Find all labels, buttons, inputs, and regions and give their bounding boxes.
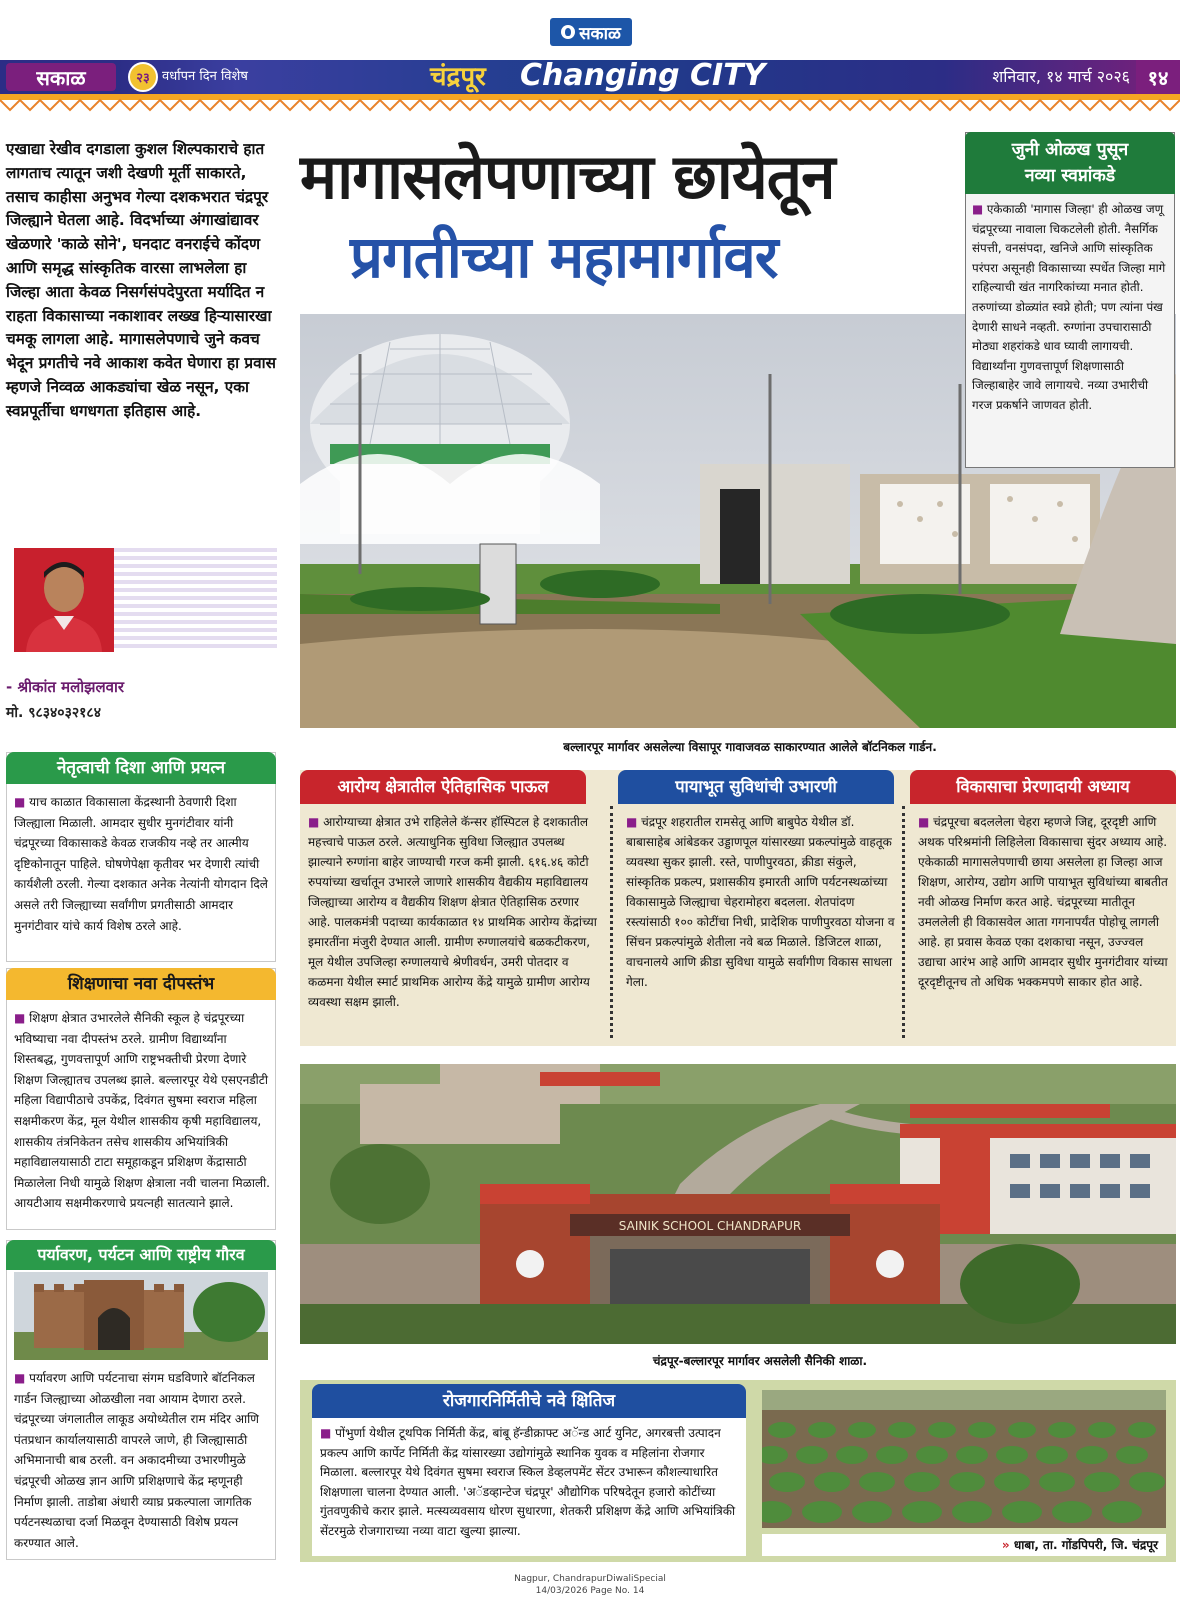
- health-section-body: आरोग्याच्या क्षेत्रात उभे राहिलेले कॅन्सर हॉस्पिटल हे दशकातील महत्त्वाचे पाऊल ठरले. अत्याधुनिक सुविधा जिल्ह्यात उपलब्ध झाल्याने रुग्णांना बाहेर जाण्याची गरज कमी झाली. ६१६.४६ कोटी रुपयांच्या खर्चातून उभारले जाणारे शासकीय वैद्यकीय महाविद्यालय जिल्ह्याच्या आरोग्य व वैद्यकीय शिक्षण क्षेत्रात ऐतिहासिक ठरणार आहे. पालकमंत्री पदाच्या कार्यकाळात १४ प्राथमिक आरोग्य केंद्रांच्या इमारतींना मंजुरी देण्यात आली. ग्रामीण रुग्णालयांचे बळकटीकरण, मूल येथील उपजिल्हा रुग्णालयाचे श्रेणीवर्धन, उमरी पोतदार व कळमना येथील स्मार्ट प्राथमिक आरोग्य केंद्रे यामुळे ग्रामीण आरोग्य व्यवस्था सक्षम झाली.: [308, 815, 597, 1009]
- sidebox-title: [965, 132, 1175, 194]
- anniversary-badge: २३: [128, 62, 158, 92]
- infrastructure-section-text: [626, 812, 896, 992]
- page-number: १४: [1136, 60, 1180, 94]
- bullet-icon: ■: [14, 1371, 26, 1385]
- column-divider: [902, 806, 905, 1038]
- author-phone: मो. ९८३४०३२१८४: [6, 705, 101, 721]
- masthead-city-english: Changing CITY: [520, 58, 766, 93]
- author-portrait-icon: [14, 548, 114, 652]
- anniversary-special-label: वर्धापन दिन विशेष: [162, 69, 248, 84]
- author-decorative-stripes: [112, 548, 277, 652]
- sainik-school-caption: चंद्रपूर-बल्लारपूर मार्गावर असलेली सैनिकी शाळा.: [652, 1354, 868, 1368]
- bullet-icon: ■: [320, 1426, 332, 1440]
- masthead-logo: सकाळ: [6, 63, 116, 91]
- masthead-date: शनिवार, १४ मार्च २०२६: [992, 67, 1130, 86]
- double-chevron-right-icon: »: [1001, 1538, 1010, 1552]
- inspiration-section-text: [918, 812, 1174, 992]
- masthead-zigzag-border: [0, 94, 1180, 112]
- employment-section-text: [320, 1424, 740, 1542]
- infrastructure-section-body: चंद्रपूर शहरातील रामसेतू आणि बाबुपेठ येथील डॉ. बाबासाहेब आंबेडकर उड्डाणपूल यांसारख्या प्रकल्पांमुळे वाहतूक व्यवस्था सुकर झाली. रस्ते, पाणीपुरवठा, क्रीडा संकुले, सांस्कृतिक प्रकल्प, प्रशासकीय इमारती आणि पर्यटनस्थळांच्या विकासामुळे जिल्ह्याचा चेहरामोहरा बदलला. शेतपांदण रस्त्यांसाठी १०० कोटींचा निधी, प्रादेशिक पाणीपुरवठा योजना व सिंचन प्रकल्पांमुळे शेतीला नवे बळ मिळाले. डिजिटल शाळा, वाचनालये आणि क्रीडा सुविधा यामुळे सर्वांगीण विकास साधला गेला.: [626, 815, 895, 989]
- education-section-body: शिक्षण क्षेत्रात उभारलेले सैनिकी स्कूल हे चंद्रपूरच्या भविष्याचा नवा दीपस्तंभ ठरले. ग्रामीण विद्यार्थ्यांना शिस्तबद्ध, गुणवत्तापूर्ण आणि राष्ट्रभक्तीची प्रेरणा देणारे शिक्षण जिल्ह्यातच उपलब्ध झाले. बल्लारपूर येथे एसएनडीटी महिला विद्यापीठाचे उपकेंद्र, दिवंगत सुषमा स्वराज महिला सक्षमीकरण केंद्र, मूल येथील शासकीय कृषी महाविद्यालय, शासकीय तंत्रनिकेतन तसेच शासकीय अभियांत्रिकी महाविद्यालयासाठी टाटा समूहाकडून प्रशिक्षण केंद्रासाठी मिळालेला निधी यामुळे शिक्षण क्षेत्राला नवी चालना मिळाली. आयटीआय सक्षमीकरणाचे प्रयत्नही सातत्याने झाले.: [14, 1011, 270, 1211]
- author-name: - श्रीकांत मलोझलवार: [6, 678, 125, 696]
- footer-date-page: 14/03/2026 Page No. 14: [535, 1586, 645, 1596]
- inspiration-section-body: चंद्रपूरचा बदललेला चेहरा म्हणजे जिद्द, दूरदृष्टी आणि अथक परिश्रमांनी लिहिलेला विकासाचा सुंदर अध्याय आहे. एकेकाळी मागासलेपणाची छाया असलेला हा जिल्हा आज शिक्षण, आरोग्य, उद्योग आणि पायाभूत सुविधांच्या बाबतीत नवी ओळख निर्माण करत आहे. चंद्रपूरच्या मातीतून उमललेली ही विकासवेल आता गगनापर्यंत पोहोचू लागली आहे. हा प्रवास केवळ एका दशकाचा नसून, उज्ज्वल उद्याचा आरंभ आहे आणि आमदार सुधीर मुनगंटीवार यांच्या दूरदृष्टीतूनच तो अधिक भक्कमपणे साकार होत आहे.: [918, 815, 1168, 989]
- botanical-garden-caption: बल्लारपूर मार्गावर असलेल्या विसापूर गावाजवळ साकारण्यात आलेले बॉटनिकल गार्डन.: [563, 740, 937, 754]
- health-section-text: [308, 812, 600, 1012]
- bullet-icon: ■: [626, 815, 638, 829]
- farm-caption: [762, 1534, 1166, 1556]
- bullet-icon: ■: [918, 815, 930, 829]
- farm-illustration: [762, 1390, 1166, 1528]
- education-section-title: शिक्षणाचा नवा दीपस्तंभ: [6, 968, 276, 1000]
- school-gate-sign: SAINIK SCHOOL CHANDRAPUR: [618, 1219, 802, 1233]
- inspiration-section-title: विकासाचा प्रेरणादायी अध्याय: [910, 770, 1176, 804]
- bullet-icon: ■: [308, 815, 320, 829]
- environment-section-body: पर्यावरण आणि पर्यटनाचा संगम घडविणारे बॉटनिकल गार्डन जिल्ह्याच्या ओळखीला नवा आयाम देणारा ठरले. चंद्रपूरच्या जंगलातील लाकूड अयोध्येतील राम मंदिर आणि पंतप्रधान कार्यालयासाठी वापरले जाणे, ही जिल्ह्यासाठी अभिमानाची बाब ठरली. वन अकादमीच्या उभारणीमुळे चंद्रपूरची ओळख ज्ञान आणि प्रशिक्षणाचे केंद्र म्हणूनही निर्माण झाली. ताडोबा अंधारी व्याघ्र प्रकल्पाला जागतिक पर्यटनस्थळाचा दर्जा मिळवून देण्यासाठी विशेष प्रयत्न करण्यात आले.: [14, 1371, 259, 1550]
- fort-gate-photo: [14, 1272, 268, 1360]
- footer-edition: Nagpur, ChandrapurDiwaliSpecial: [514, 1574, 666, 1584]
- headline-line-2: प्रगतीच्या महामार्गावर: [350, 223, 778, 291]
- column-divider: [610, 806, 613, 1038]
- environment-section-text: [14, 1368, 270, 1553]
- bullet-icon: ■: [14, 1011, 26, 1025]
- sidebox-body: एकेकाळी 'मागास जिल्हा' ही ओळख जणू चंद्रपूरच्या नावाला चिकटलेली होती. नैसर्गिक संपत्ती, वनसंपदा, खनिजे आणि सांस्कृतिक परंपरा असूनही विकासाच्या स्पर्धेत जिल्हा मागे राहिल्याची खंत नागरिकांच्या मनात होती. तरुणांच्या डोळ्यांत स्वप्ने होती; पण त्यांना पंख देणारी साधने नव्हती. रुग्णांना उपचारासाठी मोठ्या शहरांकडे धाव घ्यावी लागायची. विद्यार्थ्यांना गुणवत्तापूर्ण शिक्षणासाठी जिल्हाबाहेर जावे लागायचे. नव्या उभारीची गरज प्रकर्षाने जाणवत होती.: [972, 202, 1166, 412]
- sainik-school-photo: [300, 1064, 1176, 1344]
- headline-line-1: मागासलेपणाच्या छायेतून: [300, 140, 835, 213]
- sidebox-title-line-2: नव्या स्वप्नांकडे: [1024, 166, 1116, 186]
- fort-gate-illustration: [14, 1272, 268, 1360]
- author-photo: [14, 548, 114, 652]
- intro-paragraph: एखाद्या रेखीव दगडाला कुशल शिल्पकाराचे हात लागताच त्यातून जशी देखणी मूर्ती साकारते, तसाच काहीसा अनुभव गेल्या दशकभरात चंद्रपूर जिल्ह्याने घेतला आहे. विदर्भाच्या अंगाखांद्यावर खेळणारे 'काळे सोने', घनदाट वनराईचे कोंदण आणि समृद्ध सांस्कृतिक वारसा लाभलेला हा जिल्हा आता केवळ निसर्गसंपदेपुरता मर्यादित न राहता विकासाच्या नकाशावर लख्ख हिऱ्यासारखा चमकू लागला आहे. मागासलेपणाचे जुने कवच भेदून प्रगतीचे नवे आकाश कवेत घेणारा हा प्रवास म्हणजे निव्वळ आकड्यांचा खेळ नसून, एका स्वप्नपूर्तीचा धगधगता इतिहास आहे.: [6, 140, 276, 420]
- sainik-school-illustration: [300, 1064, 1176, 1344]
- sidebox-text: [972, 200, 1170, 416]
- farm-caption-text: धाबा, ता. गोंडपिपरी, जि. चंद्रपूर: [1013, 1538, 1158, 1552]
- education-section-text: [14, 1008, 270, 1214]
- health-section-title: आरोग्य क्षेत्रातील ऐतिहासिक पाऊल: [300, 770, 586, 804]
- masthead-city-marathi: चंद्रपूर: [430, 62, 486, 92]
- employment-section-title: रोजगारनिर्मितीचे नवे क्षितिज: [312, 1384, 746, 1418]
- employment-section-body: पोंभुर्णा येथील टूथपिक निर्मिती केंद्र, बांबू हॅन्डीक्राफ्ट अॅन्ड आर्ट युनिट, अगरबत्ती उत्पादन प्रकल्प आणि कार्पेट निर्मिती केंद्र यांसारख्या उद्योगांमुळे स्थानिक युवक व महिलांना रोजगार मिळाला. बल्लारपूर येथे दिवंगत सुषमा स्वराज स्किल डेव्हलपमेंट सेंटर उभारून कौशल्याधारित शिक्षणाला चालना देण्यात आली. 'अॅडव्हान्टेज चंद्रपूर' औद्योगिक परिषदेतून हजारो कोटींच्या गुंतवणुकीचे करार झाले. मत्स्यव्यवसाय धोरण सुधारणा, शेतकरी प्रशिक्षण केंद्रे आणि अभियांत्रिकी सेंटरमुळे रोजगाराच्या नव्या वाटा खुल्या झाल्या.: [320, 1426, 736, 1538]
- environment-section-title: पर्यावरण, पर्यटन आणि राष्ट्रीय गौरव: [6, 1240, 276, 1270]
- leadership-section-body: याच काळात विकासाला केंद्रस्थानी ठेवणारी दिशा जिल्ह्याला मिळाली. आमदार सुधीर मुनगंटीवार यांनी चंद्रपूरच्या विकासाकडे केवळ राजकीय नव्हे तर आत्मीय दृष्टिकोनातून पाहिले. घोषणेपेक्षा कृतीवर भर देणारी त्यांची कार्यशैली ठरली. गेल्या दशकात अनेक नेत्यांनी योगदान दिले असले तरी जिल्ह्याच्या सर्वांगीण प्रगतीसाठी आमदार मुनगंटीवार यांचे कार्य विशेष ठरले आहे.: [14, 795, 268, 933]
- sidebox-title-line-1: जुनी ओळख पुसून: [1011, 140, 1129, 160]
- infrastructure-section-title: पायाभूत सुविधांची उभारणी: [618, 770, 894, 804]
- sakal-emblem-icon: [561, 25, 575, 39]
- top-newspaper-logo: [550, 18, 632, 46]
- leadership-section-title: नेतृत्वाची दिशा आणि प्रयत्न: [6, 752, 276, 784]
- bullet-icon: ■: [972, 202, 984, 216]
- leadership-section-text: [14, 792, 270, 936]
- farm-photo: [762, 1390, 1166, 1528]
- top-logo-text: सकाळ: [579, 23, 621, 44]
- bullet-icon: ■: [14, 795, 26, 809]
